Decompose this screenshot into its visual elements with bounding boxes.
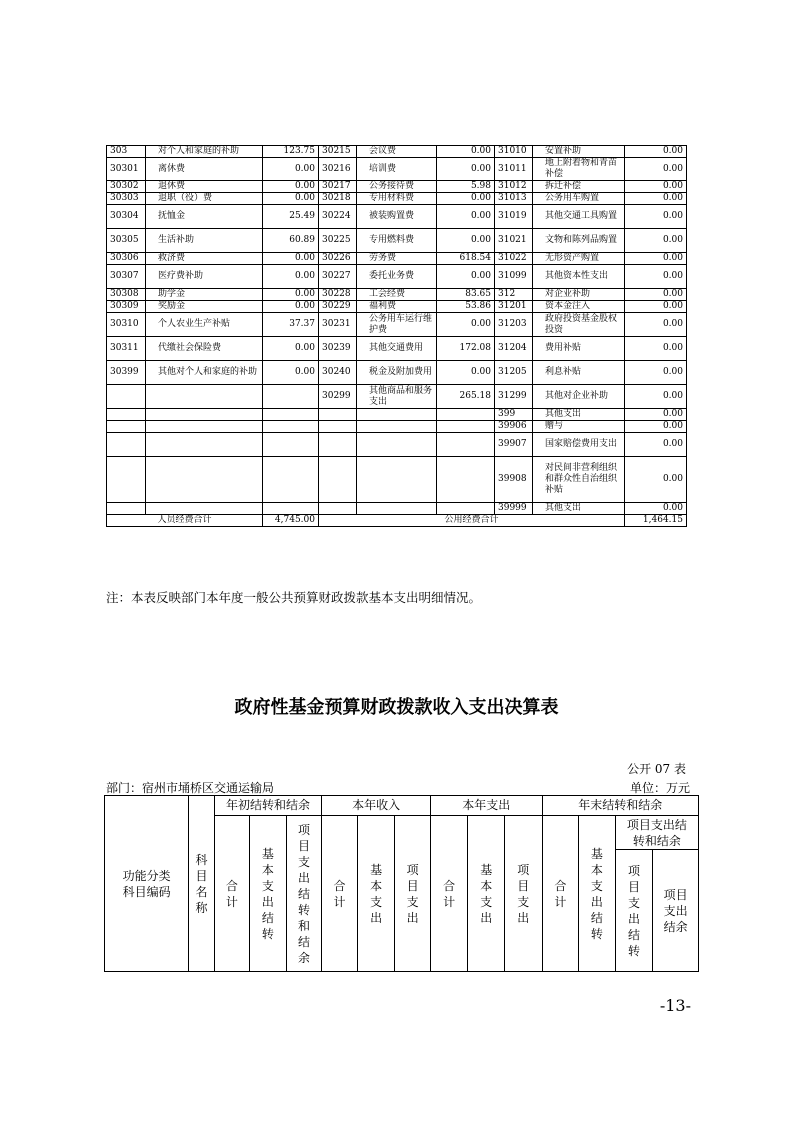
table-row [107, 385, 687, 409]
table-cell: 30228 [319, 289, 357, 301]
expense-detail-table [106, 145, 687, 527]
table-cell: 其他资本性支出 [533, 265, 625, 289]
header-opening-total: 合计 [214, 816, 250, 972]
table-cell: 30305 [107, 229, 146, 253]
totals-row [107, 515, 687, 527]
table-cell: 0.00 [263, 337, 319, 361]
table-cell: 30399 [107, 361, 146, 385]
table-cell: 劳务费 [357, 253, 437, 265]
table-cell [107, 409, 146, 421]
header-income-total: 合计 [322, 816, 358, 972]
table-cell: 0.00 [625, 433, 687, 457]
header-opening: 年初结转和结余 [214, 796, 322, 816]
table-cell: 0.00 [437, 205, 495, 229]
table-row [107, 301, 687, 313]
table-cell: 31013 [495, 193, 533, 205]
header-func-code: 功能分类科目编码 [105, 796, 189, 972]
table-cell: 福利费 [357, 301, 437, 313]
header-income-basic: 基本支出 [357, 816, 395, 972]
table-cell: 30306 [107, 253, 146, 265]
fund-table-title: 政府性基金预算财政拨款收入支出决算表 [234, 697, 559, 718]
header-expense-total: 合计 [430, 816, 468, 972]
table-cell: 31201 [495, 301, 533, 313]
table-cell: 医疗费补助 [146, 265, 263, 289]
table-cell: 0.00 [263, 158, 319, 181]
table-row [107, 158, 687, 181]
table-row [107, 253, 687, 265]
table-cell: 30231 [319, 313, 357, 337]
header-opening-basic: 基本支出结转 [250, 816, 287, 972]
table-cell: 0.00 [625, 289, 687, 301]
header-closing-project-balance: 项目支出结余 [653, 850, 699, 972]
table-cell: 0.00 [625, 301, 687, 313]
table-cell: 资本金注入 [533, 301, 625, 313]
table-row [107, 433, 687, 457]
table-cell: 39908 [495, 457, 533, 503]
table-cell: 赠与 [533, 421, 625, 433]
table-cell: 399 [495, 409, 533, 421]
table-cell: 83.65 [437, 289, 495, 301]
table-cell: 其他支出 [533, 503, 625, 515]
table-cell: 其他对个人和家庭的补助 [146, 361, 263, 385]
header-closing-project: 项目支出结转和结余 [615, 816, 698, 850]
table-cell: 31012 [495, 181, 533, 193]
table-cell: 专用燃料费 [357, 229, 437, 253]
table-row [107, 313, 687, 337]
table-cell: 安置补助 [533, 146, 625, 158]
header-subject-name: 科目名称 [189, 796, 214, 972]
table-cell: 30217 [319, 181, 357, 193]
table-cell [107, 385, 146, 409]
table-cell: 123.75 [263, 146, 319, 158]
table-cell: 0.00 [263, 301, 319, 313]
table-cell: 0.00 [625, 457, 687, 503]
table-cell: 其他交通费用 [357, 337, 437, 361]
table-cell: 31010 [495, 146, 533, 158]
table-cell [357, 503, 437, 515]
table-cell: 30299 [319, 385, 357, 409]
table-cell [263, 503, 319, 515]
table-cell [437, 457, 495, 503]
table-cell: 312 [495, 289, 533, 301]
table-cell: 30303 [107, 193, 146, 205]
table-cell [263, 385, 319, 409]
table-cell [319, 503, 357, 515]
unit-label: 单位：万元 [629, 781, 690, 795]
table-cell: 会议费 [357, 146, 437, 158]
table-cell [263, 409, 319, 421]
table-row [107, 265, 687, 289]
table-cell [146, 503, 263, 515]
table-cell: 0.00 [625, 229, 687, 253]
table-cell: 31205 [495, 361, 533, 385]
table-cell: 政府投资基金股权投资 [533, 313, 625, 337]
table-cell: 代缴社会保险费 [146, 337, 263, 361]
table-cell: 31204 [495, 337, 533, 361]
table-row [107, 229, 687, 253]
personnel-total-value: 4,745.00 [263, 515, 319, 527]
table-cell [146, 433, 263, 457]
table-cell: 0.00 [263, 289, 319, 301]
table-cell: 53.86 [437, 301, 495, 313]
table-cell: 0.00 [625, 409, 687, 421]
table-cell [146, 457, 263, 503]
table-cell: 0.00 [437, 361, 495, 385]
table-cell: 30311 [107, 337, 146, 361]
table-cell: 39906 [495, 421, 533, 433]
header-closing-total: 合计 [542, 816, 579, 972]
table-cell [319, 433, 357, 457]
table-cell: 30216 [319, 158, 357, 181]
table-cell [107, 503, 146, 515]
table-cell: 0.00 [625, 313, 687, 337]
table-code: 公开 07 表 [627, 762, 686, 776]
table-cell: 0.00 [263, 193, 319, 205]
table-cell [319, 421, 357, 433]
table-cell: 265.18 [437, 385, 495, 409]
table-cell: 0.00 [625, 421, 687, 433]
table-cell: 0.00 [263, 253, 319, 265]
table-cell: 0.00 [263, 361, 319, 385]
table-cell [263, 421, 319, 433]
table-row [107, 361, 687, 385]
table-cell: 30308 [107, 289, 146, 301]
table-cell: 0.00 [625, 193, 687, 205]
table-cell: 30239 [319, 337, 357, 361]
table-cell: 31022 [495, 253, 533, 265]
table-cell: 30218 [319, 193, 357, 205]
table-cell: 0.00 [625, 503, 687, 515]
table-row [107, 193, 687, 205]
table-cell [319, 457, 357, 503]
table-cell: 公务用车购置 [533, 193, 625, 205]
table-cell: 0.00 [625, 385, 687, 409]
table-cell [437, 503, 495, 515]
table-cell: 离休费 [146, 158, 263, 181]
table-cell: 31021 [495, 229, 533, 253]
table-cell: 30309 [107, 301, 146, 313]
table-cell: 国家赔偿费用支出 [533, 433, 625, 457]
table-cell: 0.00 [625, 146, 687, 158]
table-cell: 其他对企业补助 [533, 385, 625, 409]
table-cell [146, 409, 263, 421]
table-row [107, 289, 687, 301]
table-cell: 公务接待费 [357, 181, 437, 193]
table-row [107, 409, 687, 421]
table-cell: 30310 [107, 313, 146, 337]
table-cell [357, 409, 437, 421]
table-cell [357, 421, 437, 433]
table-cell: 30240 [319, 361, 357, 385]
table-cell: 0.00 [625, 253, 687, 265]
header-opening-project: 项目支出结转和结余 [286, 816, 322, 972]
table-cell: 退职（役）费 [146, 193, 263, 205]
header-expense: 本年支出 [430, 796, 542, 816]
header-closing-basic: 基本支出结转 [579, 816, 616, 972]
department-label: 部门：宿州市埇桥区交通运输局 [106, 781, 275, 795]
table-cell: 5.98 [437, 181, 495, 193]
table-cell: 30229 [319, 301, 357, 313]
table-cell [437, 421, 495, 433]
table-cell: 文物和陈列品购置 [533, 229, 625, 253]
header-closing: 年末结转和结余 [542, 796, 698, 816]
table-cell: 303 [107, 146, 146, 158]
table-cell: 39999 [495, 503, 533, 515]
table-note: 注：本表反映部门本年度一般公共预算财政拨款基本支出明细情况。 [106, 590, 482, 605]
table-cell [319, 409, 357, 421]
table-cell: 生活补助 [146, 229, 263, 253]
table-cell: 30302 [107, 181, 146, 193]
header-income-project: 项目支出 [395, 816, 431, 972]
table-cell: 培训费 [357, 158, 437, 181]
public-total-label: 公用经费合计 [319, 515, 625, 527]
table-cell: 其他商品和服务支出 [357, 385, 437, 409]
table-cell: 工会经费 [357, 289, 437, 301]
table-cell: 0.00 [437, 193, 495, 205]
table-cell: 37.37 [263, 313, 319, 337]
table-cell: 30301 [107, 158, 146, 181]
table-cell: 30215 [319, 146, 357, 158]
page-number: -13- [659, 996, 691, 1015]
table-row [107, 337, 687, 361]
fund-table-header [104, 795, 699, 972]
table-cell [146, 385, 263, 409]
header-closing-project-carry: 项目支出结转 [615, 850, 653, 972]
table-cell: 费用补贴 [533, 337, 625, 361]
table-cell: 0.00 [625, 205, 687, 229]
table-cell: 0.00 [625, 361, 687, 385]
table-cell: 0.00 [437, 265, 495, 289]
table-cell: 0.00 [625, 181, 687, 193]
table-cell: 0.00 [263, 181, 319, 193]
table-cell: 0.00 [437, 313, 495, 337]
table-cell: 拆迁补偿 [533, 181, 625, 193]
table-cell: 30227 [319, 265, 357, 289]
table-cell [107, 421, 146, 433]
table-cell: 31299 [495, 385, 533, 409]
table-cell: 被装购置费 [357, 205, 437, 229]
table-cell: 个人农业生产补贴 [146, 313, 263, 337]
table-cell: 30225 [319, 229, 357, 253]
personnel-total-label: 人员经费合计 [107, 515, 263, 527]
table-cell [107, 457, 146, 503]
table-cell [437, 409, 495, 421]
header-expense-basic: 基本支出 [468, 816, 505, 972]
table-cell: 利息补贴 [533, 361, 625, 385]
table-cell: 0.00 [625, 158, 687, 181]
table-row [107, 146, 687, 158]
table-cell: 30226 [319, 253, 357, 265]
table-cell: 其他交通工具购置 [533, 205, 625, 229]
table-row [107, 181, 687, 193]
table-cell: 委托业务费 [357, 265, 437, 289]
table-cell: 31203 [495, 313, 533, 337]
table-cell: 退休费 [146, 181, 263, 193]
table-cell: 0.00 [263, 265, 319, 289]
table-cell: 抚恤金 [146, 205, 263, 229]
header-income: 本年收入 [322, 796, 431, 816]
table-cell [357, 433, 437, 457]
table-cell: 30224 [319, 205, 357, 229]
table-cell [357, 457, 437, 503]
table-cell: 39907 [495, 433, 533, 457]
table-cell: 无形资产购置 [533, 253, 625, 265]
table-cell: 0.00 [625, 265, 687, 289]
header-expense-project: 项目支出 [505, 816, 543, 972]
table-cell [437, 433, 495, 457]
table-cell: 0.00 [437, 229, 495, 253]
table-cell [263, 433, 319, 457]
table-cell: 税金及附加费用 [357, 361, 437, 385]
table-cell: 618.54 [437, 253, 495, 265]
table-cell: 其他支出 [533, 409, 625, 421]
table-row [107, 457, 687, 503]
table-cell: 25.49 [263, 205, 319, 229]
table-cell: 对个人和家庭的补助 [146, 146, 263, 158]
table-cell: 30304 [107, 205, 146, 229]
table-row [107, 205, 687, 229]
public-total-value: 1,464.15 [625, 515, 687, 527]
table-cell: 0.00 [437, 158, 495, 181]
table-cell: 30307 [107, 265, 146, 289]
table-cell: 奖励金 [146, 301, 263, 313]
table-cell: 172.08 [437, 337, 495, 361]
table-cell: 31099 [495, 265, 533, 289]
table-cell [146, 421, 263, 433]
table-cell: 31011 [495, 158, 533, 181]
table-row [107, 503, 687, 515]
table-cell: 0.00 [437, 146, 495, 158]
table-cell: 公务用车运行维护费 [357, 313, 437, 337]
table-cell: 60.89 [263, 229, 319, 253]
table-cell: 0.00 [625, 337, 687, 361]
table-row [107, 421, 687, 433]
table-cell [107, 433, 146, 457]
table-cell: 地上附着物和青苗补偿 [533, 158, 625, 181]
table-cell: 专用材料费 [357, 193, 437, 205]
table-cell: 对企业补助 [533, 289, 625, 301]
table-cell: 对民间非营利组织和群众性自治组织补贴 [533, 457, 625, 503]
table-cell [263, 457, 319, 503]
table-cell: 31019 [495, 205, 533, 229]
table-cell: 助学金 [146, 289, 263, 301]
table-cell: 救济费 [146, 253, 263, 265]
